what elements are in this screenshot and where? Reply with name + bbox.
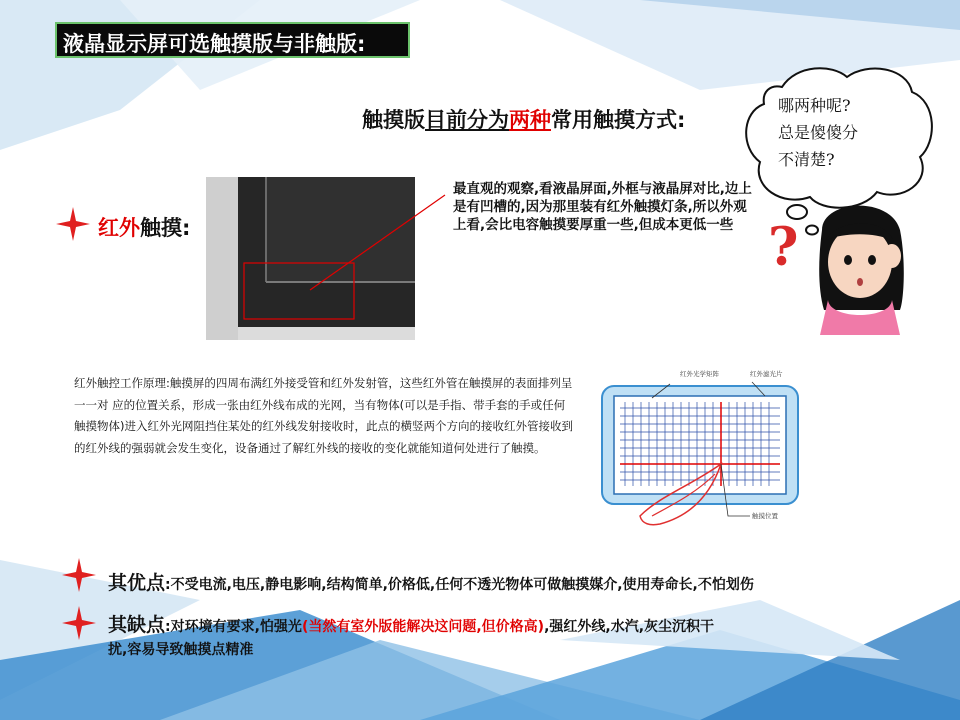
- disadvantages-text-before: :对环境有要求,怕强光: [165, 619, 302, 635]
- working-principle: 红外触控工作原理:触摸屏的四周布满红外接受管和红外发射管，这些红外管在触摸屏的表面排列呈一一对 应的位置关系，形成一张由红外线布成的光网，当有物体(可以是手指、带手套的手或任何触摸物体)进入红外光网阻挡住某处的红外线发射接收时，此点的横竖两个方向的接收红外管接收到的红外线的强弱就会发生变化，设备通过了解红外线的接收的变化就能知道何处进行了触摸。: [74, 376, 573, 455]
- subtitle-suffix: 常用触摸方式:: [551, 108, 686, 132]
- label-ir-matrix: 红外光学矩阵: [680, 370, 719, 378]
- page-title: 液晶显示屏可选触摸版与非触版:: [63, 32, 366, 56]
- disadvantages-text-red: (当然有室外版能解决这问题,但价格高): [301, 619, 545, 635]
- subtitle-underlined: 目前分为: [425, 108, 509, 132]
- disadvantages-text-after: ,强红外线,水汽,灰尘沉积干扰,容易导致触摸点精准: [108, 619, 715, 658]
- label-ir-filter: 红外滤光片: [750, 370, 783, 378]
- advantages-text: :不受电流,电压,静电影响,结构简单,价格低,任何不透光物体可做触摸媒介,使用寿命长,不怕划伤: [165, 577, 754, 593]
- bubble-line-1: 哪两种呢?: [778, 96, 851, 115]
- subtitle-prefix: 触摸版: [362, 108, 425, 132]
- sparkle-icon: [56, 207, 90, 241]
- disadvantages: [108, 614, 728, 661]
- bubble-line-2: 总是傻傻分: [778, 123, 859, 142]
- label-touch-point: 触摸位置: [752, 512, 778, 520]
- question-mark-icon: ?: [768, 217, 799, 278]
- infrared-heading: [98, 212, 190, 242]
- bubble-text: [778, 92, 858, 173]
- sparkle-icon: [62, 606, 96, 640]
- infrared-heading-rest: 触摸:: [140, 216, 191, 240]
- pointer-arrow: [300, 190, 460, 300]
- photo-description: 最直观的观察,看液晶屏面,外框与液晶屏对比,边上是有凹槽的,因为那里装有红外触摸灯条,所以外观上看,会比电容触摸要厚重一些,但成本更低一些: [453, 181, 752, 233]
- infrared-heading-red: 红外: [98, 216, 140, 240]
- title-bar: [55, 22, 410, 58]
- disadvantages-label: 其缺点: [108, 614, 166, 636]
- advantages-label: 其优点: [108, 572, 166, 594]
- bubble-line-3: 不清楚?: [778, 150, 835, 169]
- subtitle-highlight: 两种: [509, 108, 551, 132]
- sparkle-icon: [62, 558, 96, 592]
- infrared-grid-diagram: [600, 366, 805, 556]
- advantages: [108, 568, 754, 595]
- subtitle: [362, 104, 685, 134]
- confused-girl-illustration: [760, 190, 910, 335]
